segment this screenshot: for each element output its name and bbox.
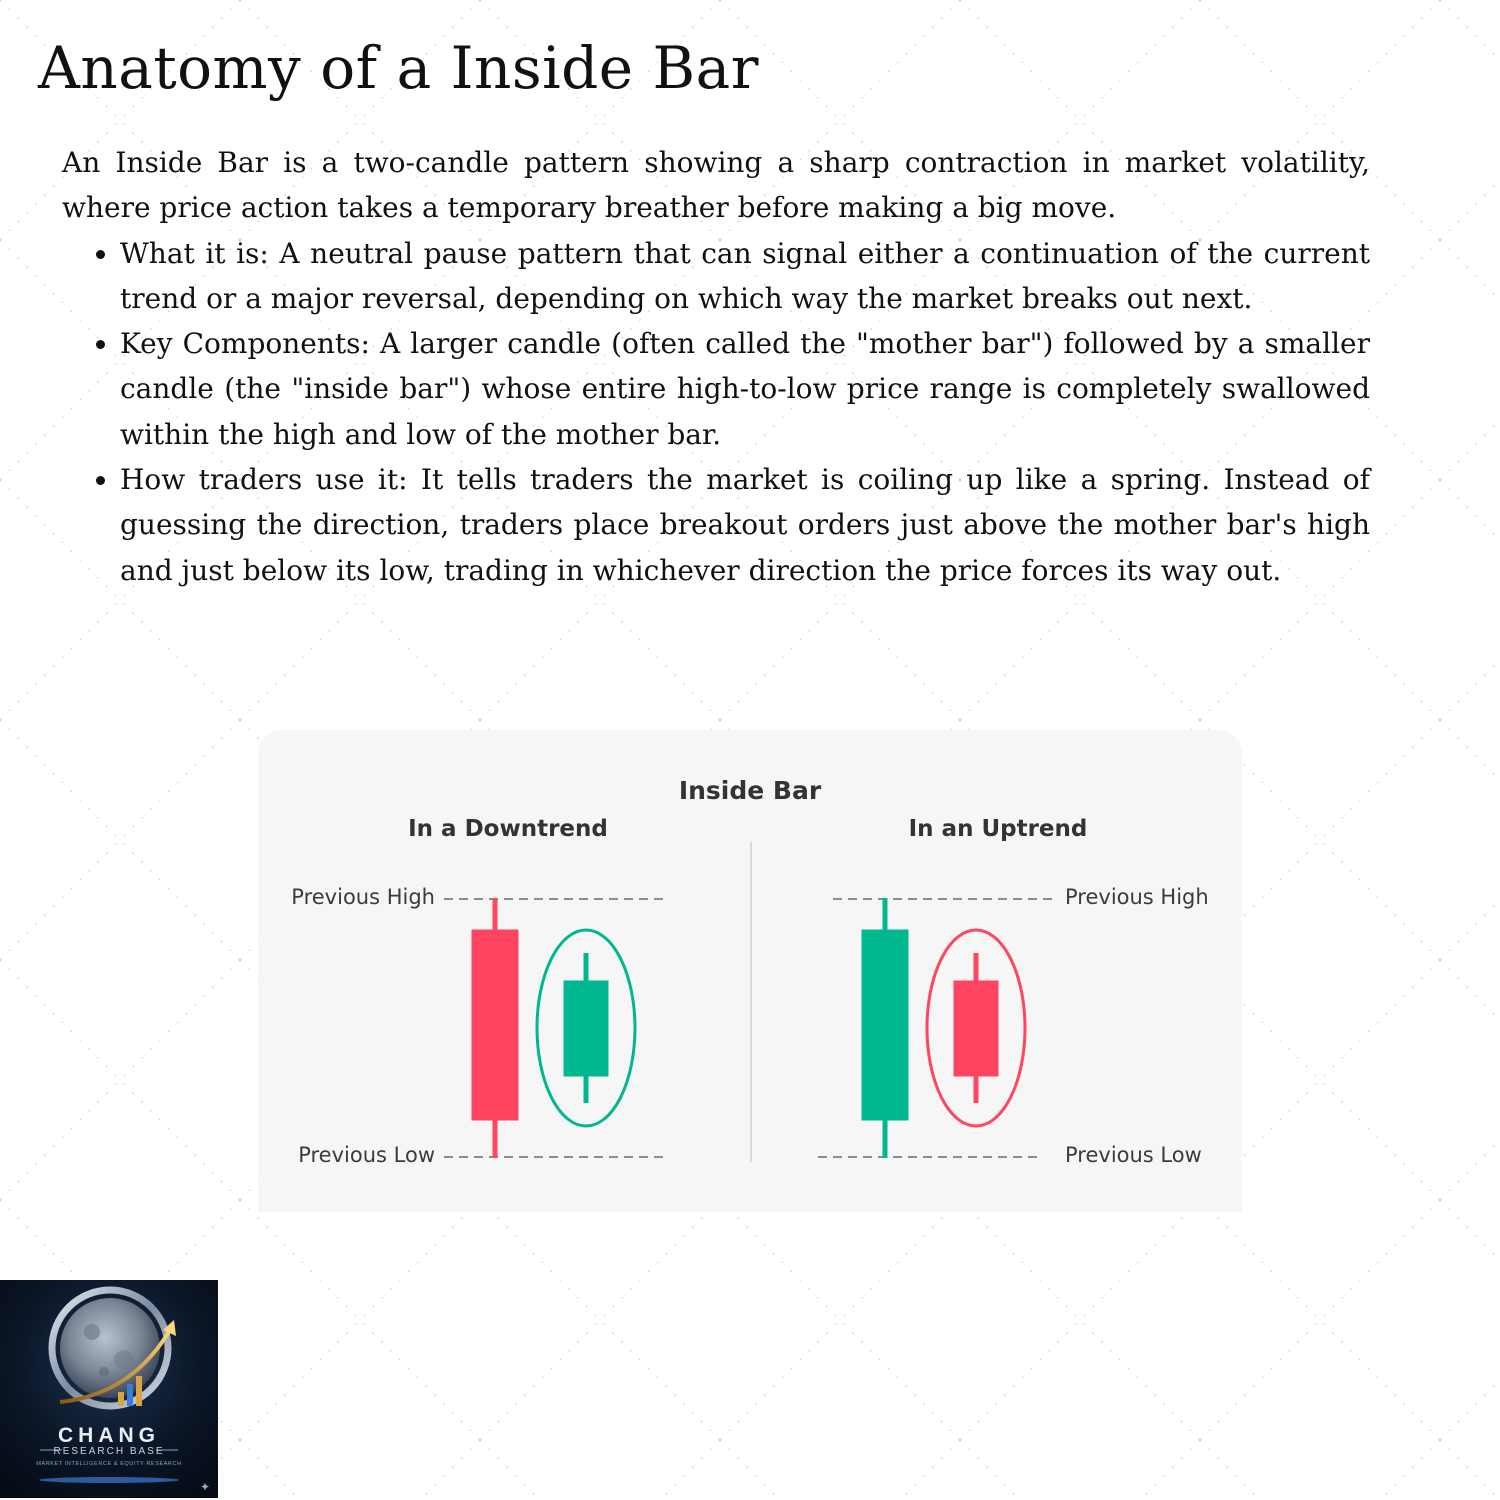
logo-subtitle: RESEARCH BASE [53, 1446, 165, 1457]
sparkle-icon: ✦ [199, 1480, 210, 1494]
right-previous-low-label: Previous Low [1065, 1143, 1202, 1167]
left-previous-high-label: Previous High [291, 885, 435, 909]
inside-bar-diagram [258, 730, 1242, 1212]
bullet-key-components: • Key Components: A larger candle (often called the "mother bar") followed by a smaller candle (the "inside bar") whose entire high-to-low price range is completely swallowed within the high and low of the mother bar. [120, 321, 1370, 457]
left-previous-low-label: Previous Low [298, 1143, 435, 1167]
right-previous-high-label: Previous High [1065, 885, 1209, 909]
bullet-how-traders-use-it: • How traders use it: It tells traders the market is coiling up like a spring. Instead of guessing the direction, traders place breakout orders just above the mother bar's high and just below its low, trading in whichever direction the price forces its way out. [120, 457, 1370, 593]
brand-logo [0, 1280, 218, 1498]
moon-icon [60, 1298, 160, 1398]
bullet-list [62, 231, 1370, 593]
logo-name: CHANG [58, 1424, 160, 1447]
diagram-title: Inside Bar [678, 776, 822, 805]
article-body [62, 140, 1370, 593]
right-inside-candle [954, 981, 998, 1076]
right-mother-candle [862, 930, 908, 1120]
left-panel-heading: In a Downtrend [408, 816, 608, 842]
page-title: Anatomy of a Inside Bar [38, 34, 759, 102]
left-inside-candle [564, 981, 608, 1076]
bullet-what-it-is: • What it is: A neutral pause pattern that can signal either a continuation of the current trend or a major reversal, depending on which way the market breaks out next. [120, 231, 1370, 322]
logo-tagline: MARKET INTELLIGENCE & EQUITY RESEARCH [36, 1461, 182, 1467]
left-mother-candle [472, 930, 518, 1120]
right-panel-heading: In an Uptrend [908, 816, 1088, 842]
logo-glow [39, 1477, 179, 1483]
intro-paragraph: An Inside Bar is a two-candle pattern showing a sharp contraction in market volatility, where price action takes a temporary breather before making a big move. [62, 146, 1370, 225]
bar-chart-icon [118, 1392, 124, 1406]
